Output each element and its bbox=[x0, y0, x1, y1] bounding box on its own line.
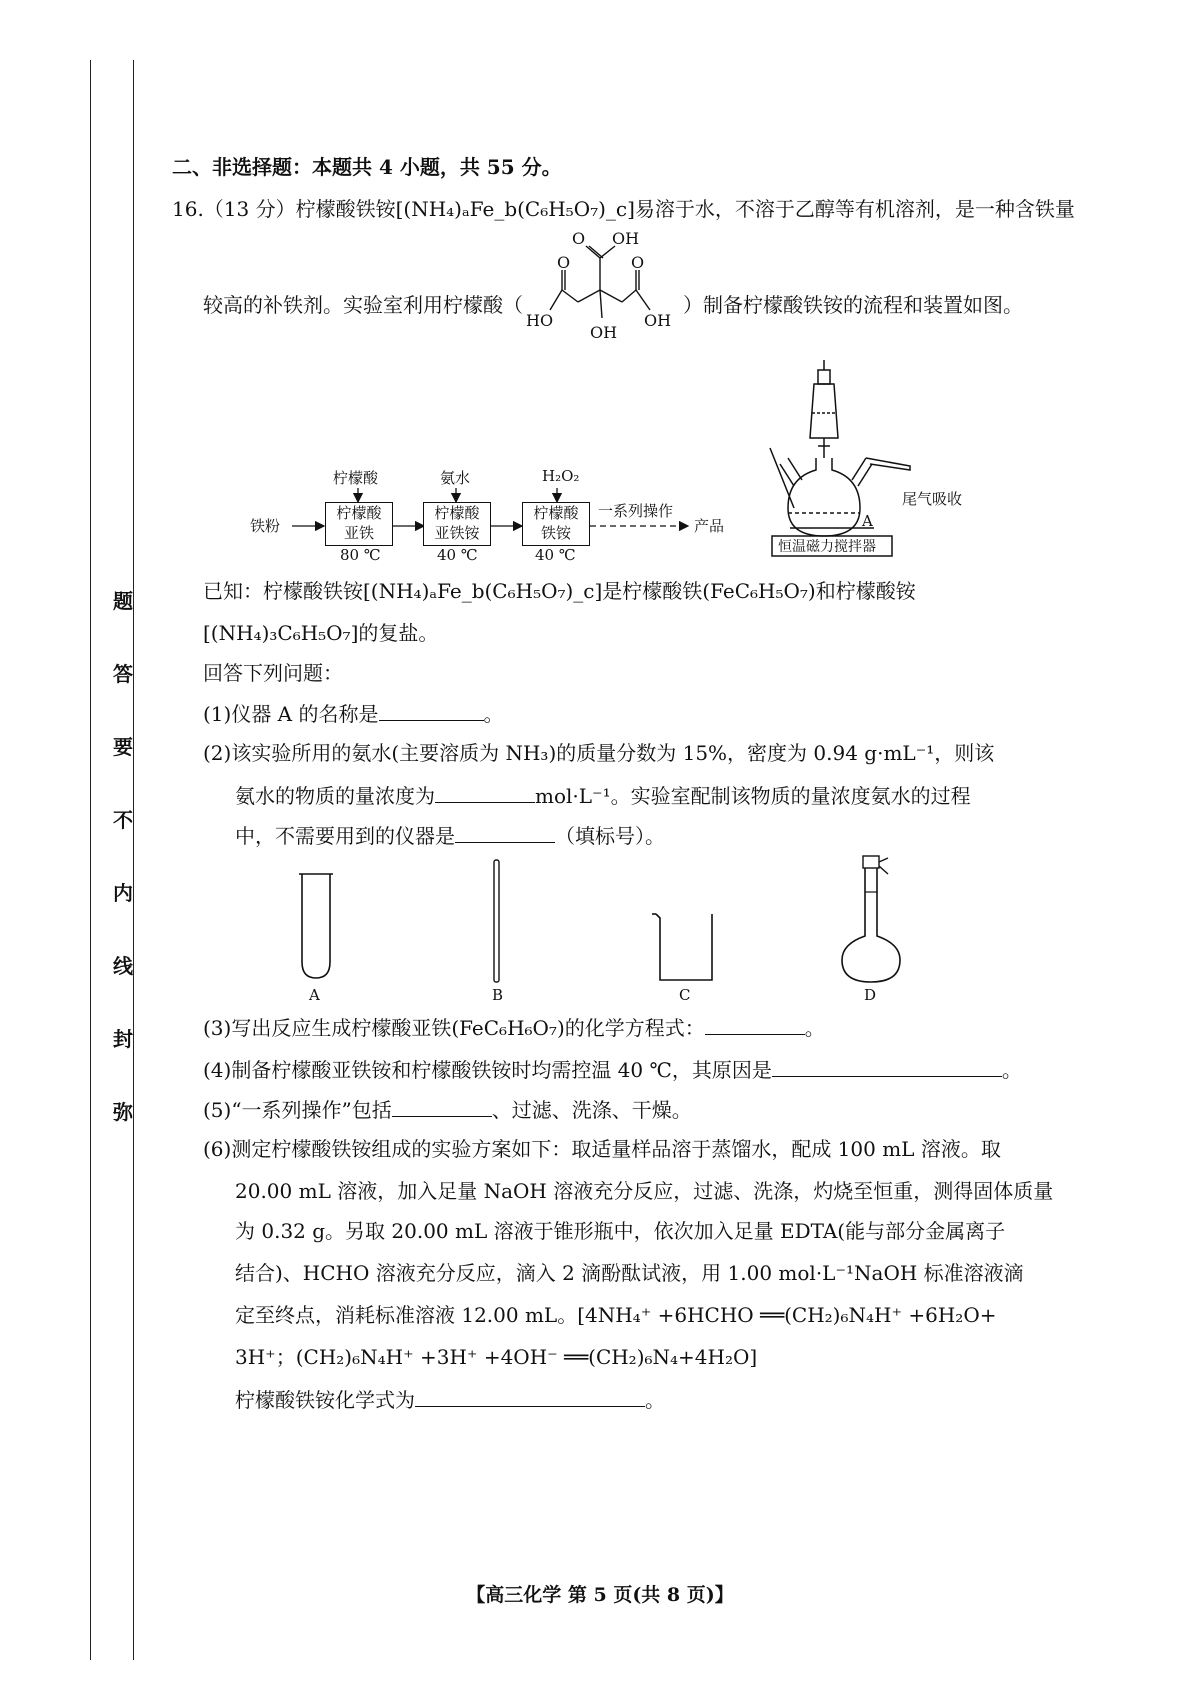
flow-box-ferrous-citrate: 柠檬酸 亚铁 bbox=[325, 502, 393, 546]
q6-line7: 柠檬酸铁铵化学式为 。 bbox=[235, 1388, 665, 1412]
struct-o-right: O bbox=[631, 253, 645, 272]
answer-prompt: 回答下列问题： bbox=[203, 661, 343, 685]
q6-line6: 3H⁺；(CH₂)₆N₄H⁺ +3H⁺ +4OH⁻ ══(CH₂)₆N₄+4H₂O] bbox=[235, 1345, 758, 1369]
q6-line4: 结合)、HCHO 溶液充分反应，滴入 2 滴酚酞试液，用 1.00 mol·L⁻¹NaOH 标准溶液滴 bbox=[235, 1261, 1024, 1285]
option-label-c: C bbox=[679, 986, 691, 1004]
page-footer: 【高三化学 第 5 页(共 8 页)】 bbox=[466, 1584, 734, 1606]
apparatus-diagram bbox=[760, 358, 1020, 558]
q1-line: (1)仪器 A 的名称是 。 bbox=[203, 702, 504, 726]
q16-intro-line2-left: 较高的补铁剂。实验室利用柠檬酸（ bbox=[203, 293, 523, 317]
option-label-b: B bbox=[492, 986, 504, 1004]
q16-intro-line2-right: ）制备柠檬酸铁铵的流程和装置如图。 bbox=[683, 293, 1023, 317]
flow-product: 产品 bbox=[694, 517, 725, 535]
flow-series-operation: 一系列操作 bbox=[598, 502, 674, 520]
flask-label-a: A bbox=[862, 512, 873, 530]
q3-equation-blank[interactable] bbox=[705, 1014, 805, 1035]
struct-oh-right: OH bbox=[644, 311, 672, 330]
flow-reagent-citric: 柠檬酸 bbox=[333, 469, 379, 487]
seal-char: 题 bbox=[113, 589, 133, 613]
instrument-test-tube bbox=[296, 870, 336, 985]
seal-notice bbox=[108, 585, 138, 1125]
q2-line3: 中，不需要用到的仪器是 （填标号）。 bbox=[235, 824, 665, 848]
q1-answer-blank[interactable] bbox=[379, 700, 484, 721]
q5-line: (5)“一系列操作”包括 、过滤、洗涤、干燥。 bbox=[203, 1098, 692, 1122]
seal-char: 内 bbox=[113, 881, 133, 905]
struct-o-top: O bbox=[572, 229, 586, 248]
q4-line: (4)制备柠檬酸亚铁铵和柠檬酸铁铵时均需控温 40 ℃，其原因是 。 bbox=[203, 1058, 1022, 1082]
instrument-beaker bbox=[650, 910, 720, 985]
q2-concentration-blank[interactable] bbox=[435, 782, 535, 803]
flow-box-ferric-ammonium: 柠檬酸 铁铵 bbox=[522, 502, 590, 546]
known-line1: 已知：柠檬酸铁铵[(NH₄)ₐFe_b(C₆H₅O₇)_c]是柠檬酸铁(FeC₆H₅O₇)和柠檬酸铵 bbox=[203, 579, 916, 603]
q4-reason-blank[interactable] bbox=[772, 1056, 1002, 1077]
q16-intro-line1: 16.（13 分）柠檬酸铁铵[(NH₄)ₐFe_b(C₆H₅O₇)_c]易溶于水，不溶于乙醇等有机溶剂，是一种含铁量 bbox=[172, 197, 1075, 221]
flow-temp-1: 80 ℃ bbox=[340, 546, 381, 564]
seal-char: 不 bbox=[113, 808, 133, 832]
struct-o-left: O bbox=[557, 253, 571, 272]
q2-instrument-blank[interactable] bbox=[455, 822, 555, 843]
q6-formula-blank[interactable] bbox=[415, 1386, 645, 1407]
q6-line5: 定至终点，消耗标准溶液 12.00 mL。[4NH₄⁺ +6HCHO ══(CH₂)₆N₄H⁺ +6H₂O+ bbox=[235, 1303, 997, 1327]
seal-char: 线 bbox=[113, 954, 133, 978]
seal-char: 要 bbox=[113, 735, 133, 759]
struct-ho-left: HO bbox=[526, 311, 554, 330]
seal-char: 弥 bbox=[113, 1100, 133, 1124]
flow-start-iron: 铁粉 bbox=[250, 517, 281, 535]
binding-line-left bbox=[90, 60, 91, 1660]
citric-acid-structure bbox=[520, 230, 680, 340]
struct-oh-top: OH bbox=[612, 229, 640, 248]
stirrer-label: 恒温磁力搅拌器 bbox=[778, 539, 876, 555]
option-label-a: A bbox=[309, 986, 320, 1004]
option-label-d: D bbox=[864, 986, 877, 1004]
seal-char: 封 bbox=[113, 1027, 133, 1051]
flow-reagent-ammonia: 氨水 bbox=[440, 469, 471, 487]
tail-gas-label: 尾气吸收 bbox=[902, 490, 963, 508]
flow-temp-2: 40 ℃ bbox=[437, 546, 478, 564]
flow-box-ferrous-ammonium: 柠檬酸 亚铁铵 bbox=[423, 502, 491, 546]
instrument-glass-rod bbox=[490, 858, 504, 985]
q6-line3: 为 0.32 g。另取 20.00 mL 溶液于锥形瓶中，依次加入足量 EDTA(能与部分金属离子 bbox=[235, 1219, 1006, 1243]
struct-oh-center: OH bbox=[590, 323, 618, 342]
section-heading: 二、非选择题：本题共 4 小题，共 55 分。 bbox=[172, 155, 562, 179]
q5-operation-blank[interactable] bbox=[392, 1096, 492, 1117]
seal-char: 答 bbox=[113, 662, 133, 686]
known-line2: [(NH₄)₃C₆H₅O₇]的复盐。 bbox=[203, 621, 439, 645]
q2-line1: (2)该实验所用的氨水(主要溶质为 NH₃)的质量分数为 15%，密度为 0.94 g·mL⁻¹，则该 bbox=[203, 741, 995, 765]
q6-line2: 20.00 mL 溶液，加入足量 NaOH 溶液充分反应，过滤、洗涤，灼烧至恒重，测得固体质量 bbox=[235, 1179, 1054, 1203]
flow-temp-3: 40 ℃ bbox=[535, 546, 576, 564]
q6-line1: (6)测定柠檬酸铁铵组成的实验方案如下：取适量样品溶于蒸馏水，配成 100 mL 溶液。取 bbox=[203, 1137, 1001, 1161]
flow-reagent-h2o2: H₂O₂ bbox=[542, 467, 580, 485]
instrument-volumetric-flask bbox=[836, 852, 906, 985]
q2-line2: 氨水的物质的量浓度为 mol·L⁻¹。实验室配制该物质的量浓度氨水的过程 bbox=[235, 784, 971, 808]
q3-line: (3)写出反应生成柠檬酸亚铁(FeC₆H₆O₇)的化学方程式： 。 bbox=[203, 1016, 825, 1040]
